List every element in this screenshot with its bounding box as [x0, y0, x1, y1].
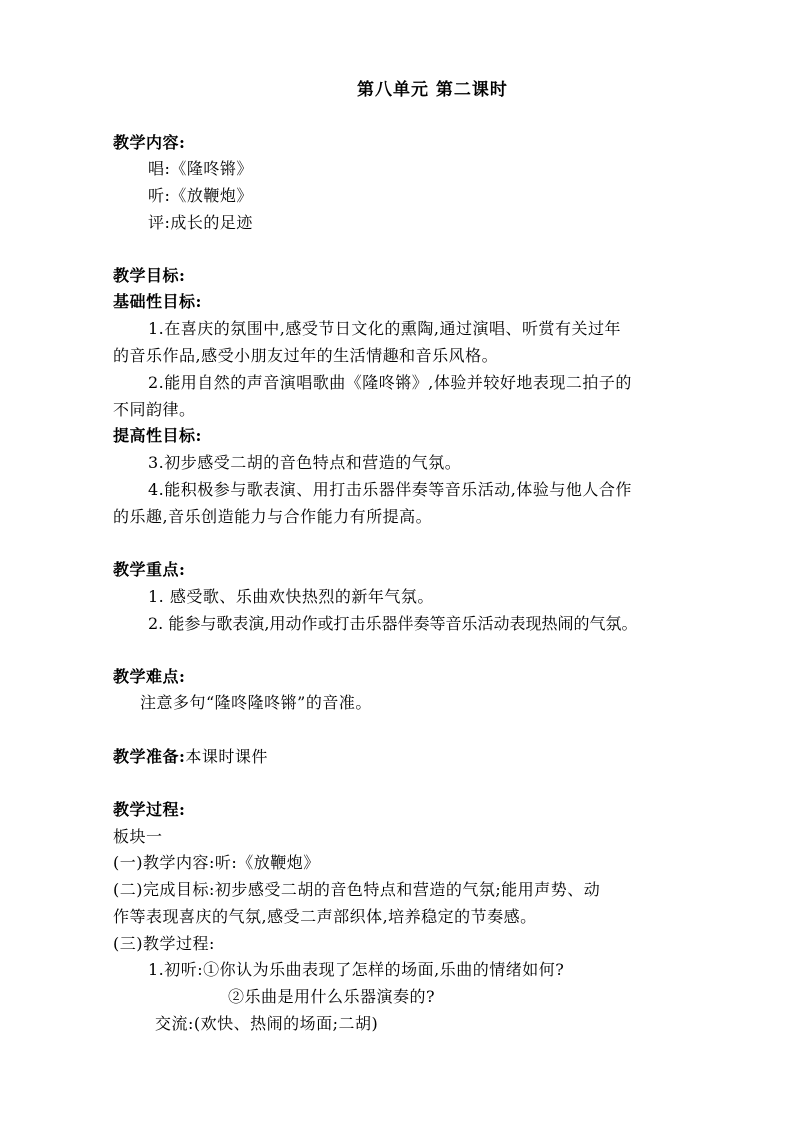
process-line: ②乐曲是用什么乐器演奏的?	[228, 987, 436, 1006]
content-item-evaluate: 评:成长的足迹	[148, 213, 253, 232]
advanced-goal-line: 3.初步感受二胡的音色特点和营造的气氛。	[148, 453, 462, 472]
process-line: (二)完成目标:初步感受二胡的音色特点和营造的气氛;能用声势、动	[113, 880, 601, 899]
process-line: (一)教学内容:听:《放鞭炮》	[113, 853, 320, 872]
goals-heading: 教学目标:	[113, 266, 186, 285]
process-heading: 教学过程:	[113, 800, 186, 819]
process-line: 交流:(欢快、热闹的场面;二胡)	[155, 1014, 379, 1033]
difficulty-text: 注意多句“隆咚隆咚锵”的音准。	[140, 693, 372, 712]
basic-goals-heading: 基础性目标:	[113, 292, 202, 311]
advanced-goal-line: 4.能积极参与歌表演、用打击乐器伴奏等音乐活动,体验与他人合作	[148, 480, 632, 499]
preparation-line	[113, 747, 268, 767]
basic-goal-line: 的音乐作品,感受小朋友过年的生活情趣和音乐风格。	[113, 346, 499, 365]
preparation-text: 本课时课件	[185, 747, 268, 766]
advanced-goal-line: 的乐趣,音乐创造能力与合作能力有所提高。	[113, 507, 433, 526]
process-line: 1.初听:①你认为乐曲表现了怎样的场面,乐曲的情绪如何?	[148, 960, 565, 979]
basic-goal-line: 2.能用自然的声音演唱歌曲《隆咚锵》,体验并较好地表现二拍子的	[148, 373, 632, 392]
content-item-listen: 听:《放鞭炮》	[148, 186, 253, 205]
page-title: 第八单元 第二课时	[357, 80, 508, 100]
basic-goal-line: 1.在喜庆的氛围中,感受节日文化的熏陶,通过演唱、听赏有关过年	[148, 319, 621, 338]
key-points-heading: 教学重点:	[113, 560, 186, 579]
preparation-heading: 教学准备:	[113, 747, 186, 766]
process-line: 作等表现喜庆的气氛,感受二声部织体,培养稳定的节奏感。	[113, 907, 537, 926]
key-point-item: 2. 能参与歌表演,用动作或打击乐器伴奏等音乐活动表现热闹的气氛。	[148, 614, 638, 633]
process-block-label: 板块一	[113, 827, 163, 846]
difficulty-heading: 教学难点:	[113, 667, 186, 686]
content-item-sing: 唱:《隆咚锵》	[148, 159, 253, 178]
content-heading: 教学内容:	[113, 133, 186, 152]
basic-goal-line: 不同韵律。	[113, 400, 196, 419]
process-line: (三)教学过程:	[113, 934, 215, 953]
advanced-goals-heading: 提高性目标:	[113, 426, 202, 445]
key-point-item: 1. 感受歌、乐曲欢快热烈的新年气氛。	[148, 587, 434, 606]
